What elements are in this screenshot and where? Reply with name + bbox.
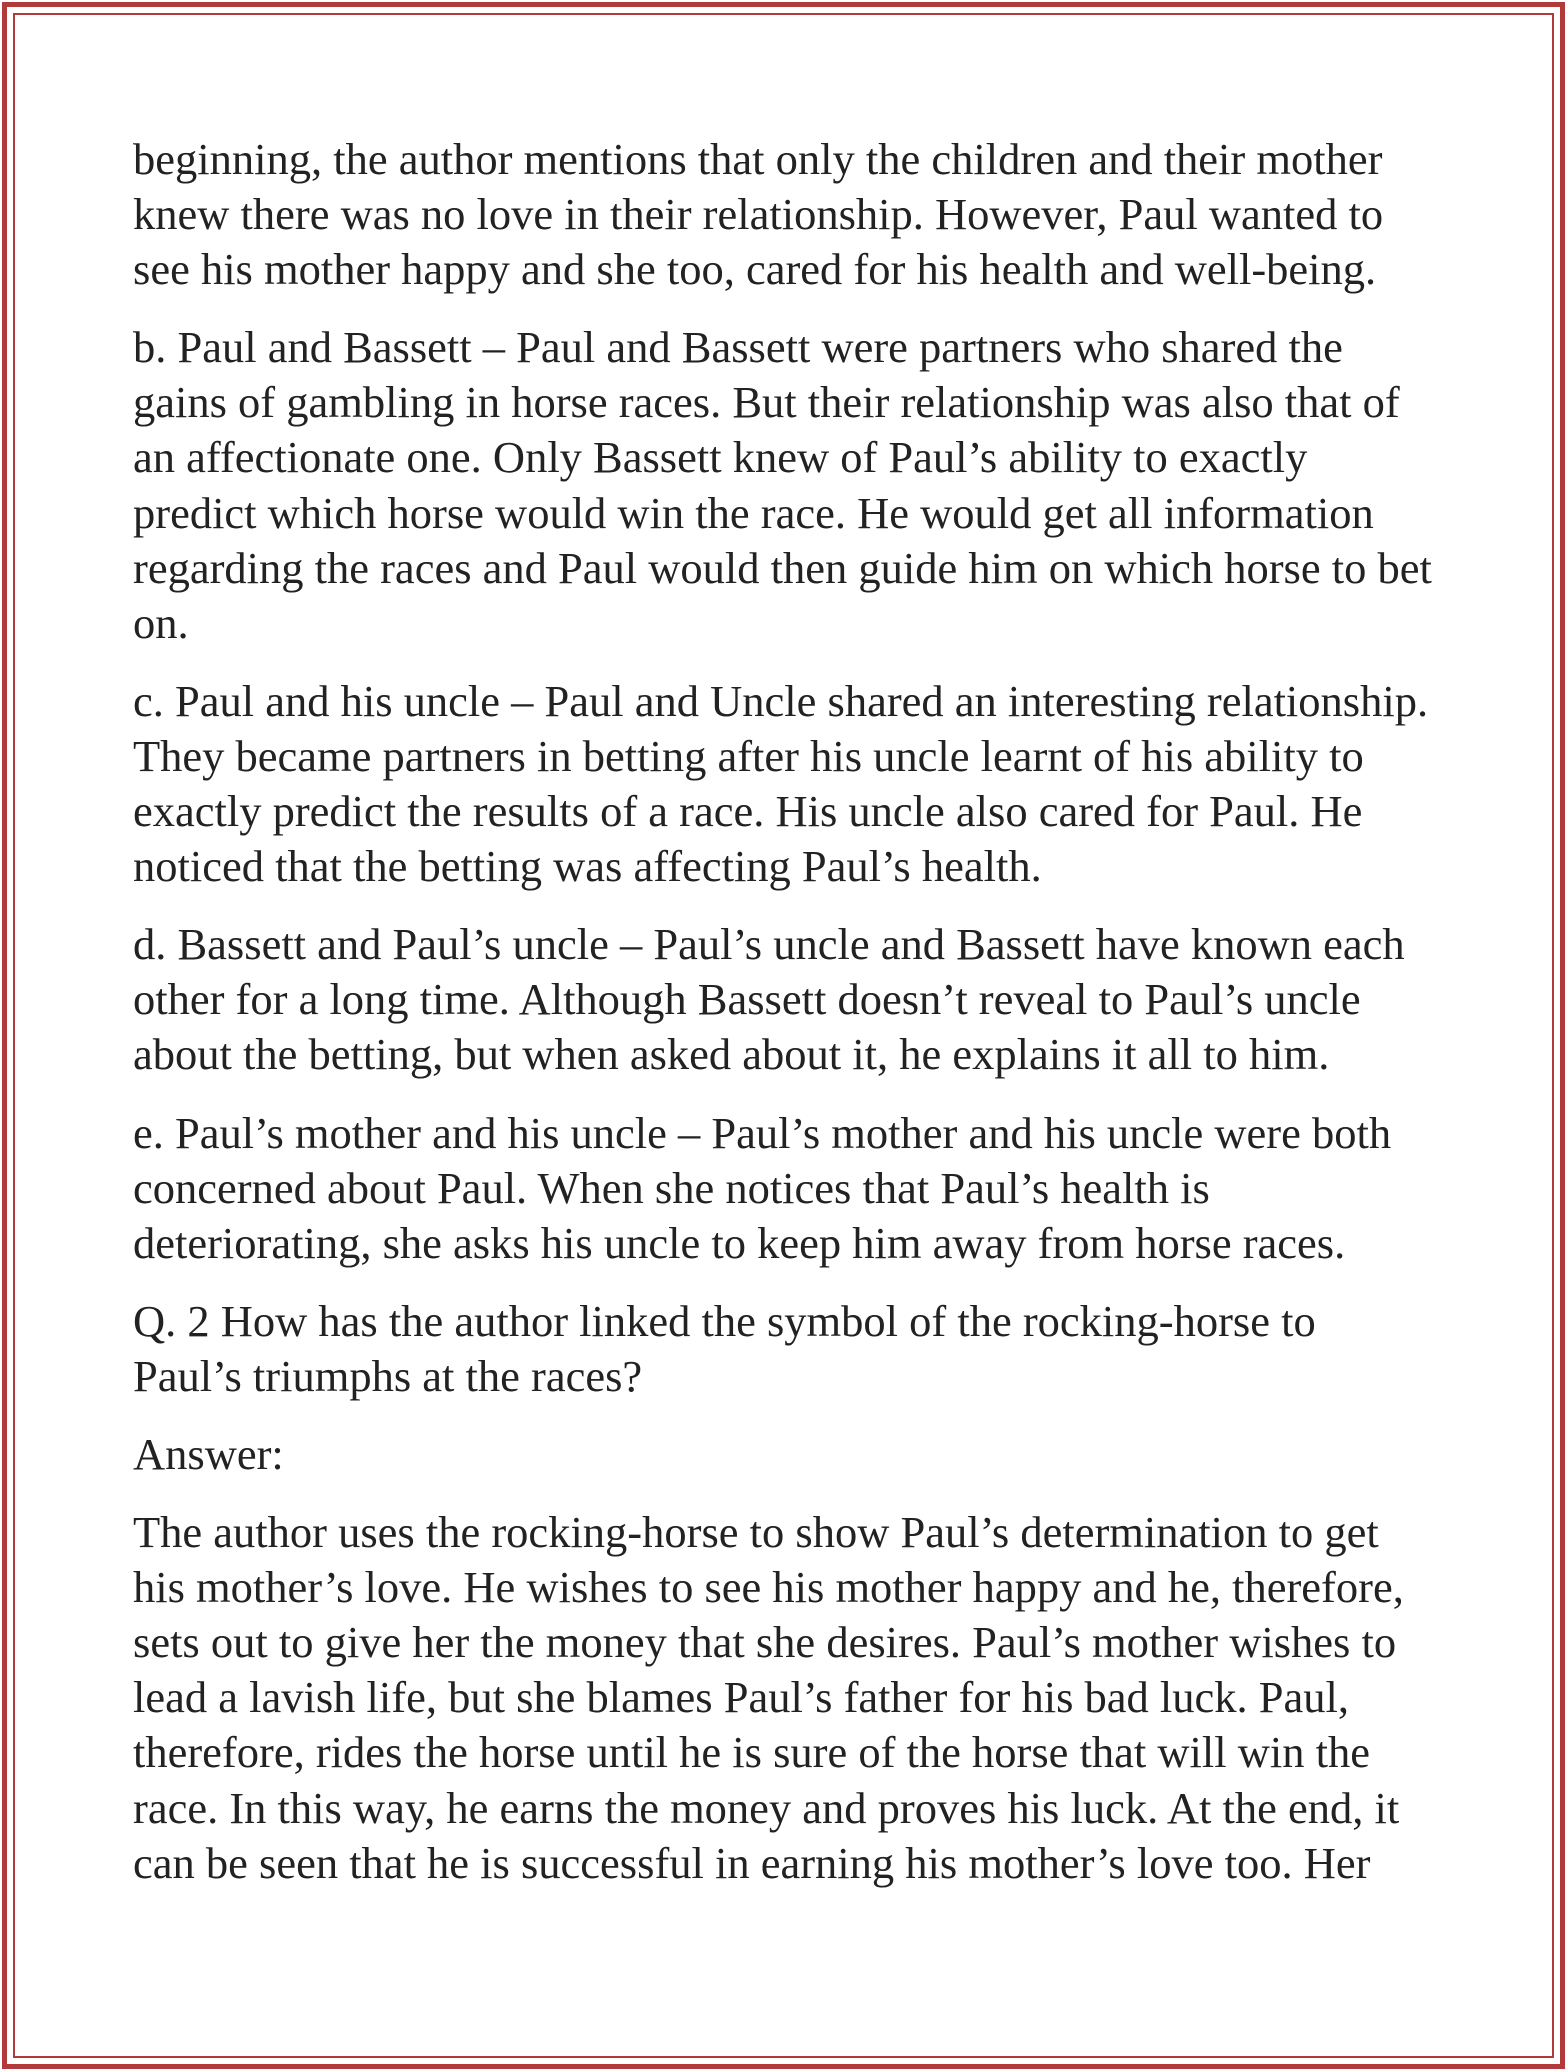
- text-line: about the betting, but when asked about it, he explains it all to him.: [133, 1029, 1330, 1080]
- paragraph-item-e: [133, 1106, 1432, 1271]
- text-line: sets out to give her the money that she desires. Paul’s mother wishes to: [133, 1617, 1397, 1668]
- text-line: therefore, rides the horse until he is sure of the horse that will win the: [133, 1727, 1371, 1778]
- text-line: c. Paul and his uncle – Paul and Uncle shared an interesting relationship.: [133, 675, 1429, 726]
- text-line: gains of gambling in horse races. But their relationship was also that of: [133, 377, 1400, 428]
- text-line: They became partners in betting after his uncle learnt of his ability to: [133, 730, 1364, 781]
- paragraph-continuation: [133, 132, 1432, 297]
- text-line: e. Paul’s mother and his uncle – Paul’s mother and his uncle were both: [133, 1107, 1392, 1158]
- text-line: on.: [133, 597, 189, 648]
- text-line: regarding the races and Paul would then guide him on which horse to bet: [133, 542, 1432, 593]
- text-line: knew there was no love in their relationship. However, Paul wanted to: [133, 189, 1384, 240]
- text-line: d. Bassett and Paul’s uncle – Paul’s uncle and Bassett have known each: [133, 919, 1405, 970]
- text-line: can be seen that he is successful in earning his mother’s love too. Her: [133, 1837, 1371, 1888]
- text-line: an affectionate one. Only Bassett knew of Paul’s ability to exactly: [133, 432, 1308, 483]
- paragraph-item-c: [133, 674, 1432, 894]
- text-line: noticed that the betting was affecting Paul’s health.: [133, 841, 1042, 892]
- text-line: beginning, the author mentions that only the children and their mother: [133, 134, 1383, 184]
- text-line: other for a long time. Although Bassett doesn’t reveal to Paul’s uncle: [133, 974, 1361, 1025]
- text-line: b. Paul and Bassett – Paul and Bassett were partners who shared the: [133, 322, 1343, 373]
- text-line: predict which horse would win the race. He would get all information: [133, 487, 1374, 538]
- answer-paragraph: [133, 1505, 1432, 1891]
- answer-label: [133, 1427, 1432, 1482]
- question-2: [133, 1294, 1432, 1404]
- text-line: lead a lavish life, but she blames Paul’s father for his bad luck. Paul,: [133, 1672, 1350, 1723]
- text-line: deteriorating, she asks his uncle to keep him away from horse races.: [133, 1217, 1346, 1268]
- paragraph-item-d: [133, 917, 1432, 1082]
- text-line: race. In this way, he earns the money and proves his luck. At the end, it: [133, 1782, 1400, 1833]
- text-line: exactly predict the results of a race. His uncle also cared for Paul. He: [133, 786, 1363, 837]
- text-line: see his mother happy and she too, cared for his health and well-being.: [133, 244, 1377, 295]
- text-line: his mother’s love. He wishes to see his mother happy and he, therefore,: [133, 1562, 1404, 1613]
- text-line: The author uses the rocking-horse to show Paul’s determination to get: [133, 1507, 1379, 1558]
- paragraph-item-b: [133, 320, 1432, 651]
- text-line: Answer:: [133, 1428, 284, 1479]
- text-line: Q. 2 How has the author linked the symbol of the rocking-horse to: [133, 1295, 1316, 1346]
- text-line: concerned about Paul. When she notices that Paul’s health is: [133, 1162, 1210, 1213]
- document-body: [133, 132, 1432, 1914]
- text-line: Paul’s triumphs at the races?: [133, 1350, 643, 1401]
